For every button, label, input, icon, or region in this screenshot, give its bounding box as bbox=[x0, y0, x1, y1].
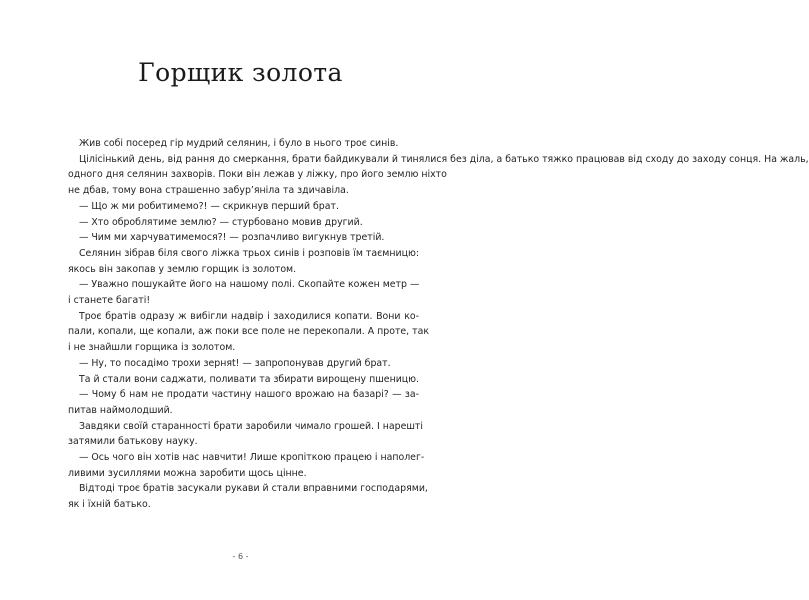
text-line: Цілісінький день, від рання до смеркання, брати байдикували й тинялися без діла, а батько тяжко працював від сходу до заходу сонця. На жаль, bbox=[79, 153, 809, 165]
text-line: Відтоді троє братів засукали рукави й стали вправними господарями, bbox=[79, 483, 428, 495]
text-line: пали, копали, ще копали, аж поки все поле не перекопали. А проте, так bbox=[68, 326, 430, 338]
text-line: Завдяки своїй старанності брати заробили чимало грошей. І нарешті bbox=[79, 420, 424, 432]
page-title: Горщик золота bbox=[138, 58, 343, 87]
story-text bbox=[68, 136, 809, 513]
text-line: одного дня селянин захворів. Поки він лежав у ліжку, про його землю ніхто bbox=[68, 169, 447, 181]
text-line: Жив собі посеред гір мудрий селянин, і було в нього троє синів. bbox=[79, 138, 399, 149]
text-line: — Ось чого він хотів нас навчити! Лише кропіткою працею і наполег- bbox=[79, 452, 425, 464]
text-line: якось він закопав у землю горщик із золотом. bbox=[68, 263, 297, 275]
text-line: — Що ж ми робитимемо?! — скрикнув перший брат. bbox=[79, 200, 339, 212]
text-line: — Чим ми харчуватимемося?! — розпачливо вигукнув третій. bbox=[79, 232, 385, 244]
page-number: - 6 - bbox=[232, 552, 249, 561]
text-line: і не знайшли горщика із золотом. bbox=[68, 342, 236, 354]
text-line: не дбав, тому вона страшенно забур’яніла та здичавіла. bbox=[68, 185, 349, 197]
text-line: як і їхній батько. bbox=[68, 499, 151, 511]
text-line: — Хто оброблятиме землю? — стурбовано мовив другий. bbox=[79, 216, 363, 228]
text-line: і станете багаті! bbox=[68, 295, 151, 307]
text-line: Селянин зібрав біля свого ліжка трьох синів і розповів їм таємницю: bbox=[79, 247, 419, 259]
text-line: — Уважно пошукайте його на нашому полі. Скопайте кожен метр — bbox=[79, 279, 420, 291]
text-line: питав наймолодший. bbox=[68, 404, 173, 416]
text-line: ливими зусиллями можна заробити щось цінне. bbox=[68, 467, 307, 479]
text-line: Троє братів одразу ж вибігли надвір і заходилися копати. Вони ко- bbox=[79, 310, 419, 322]
text-line: затямили батькову науку. bbox=[68, 436, 198, 448]
text-line: — Чому б нам не продати частину нашого врожаю на базарі? — за- bbox=[79, 389, 419, 401]
text-line: Та й стали вони саджати, поливати та збирати вирощену пшеницю. bbox=[79, 373, 420, 385]
text-line: — Ну, то посадімо трохи зерняt! — запропонував другий брат. bbox=[79, 357, 391, 369]
